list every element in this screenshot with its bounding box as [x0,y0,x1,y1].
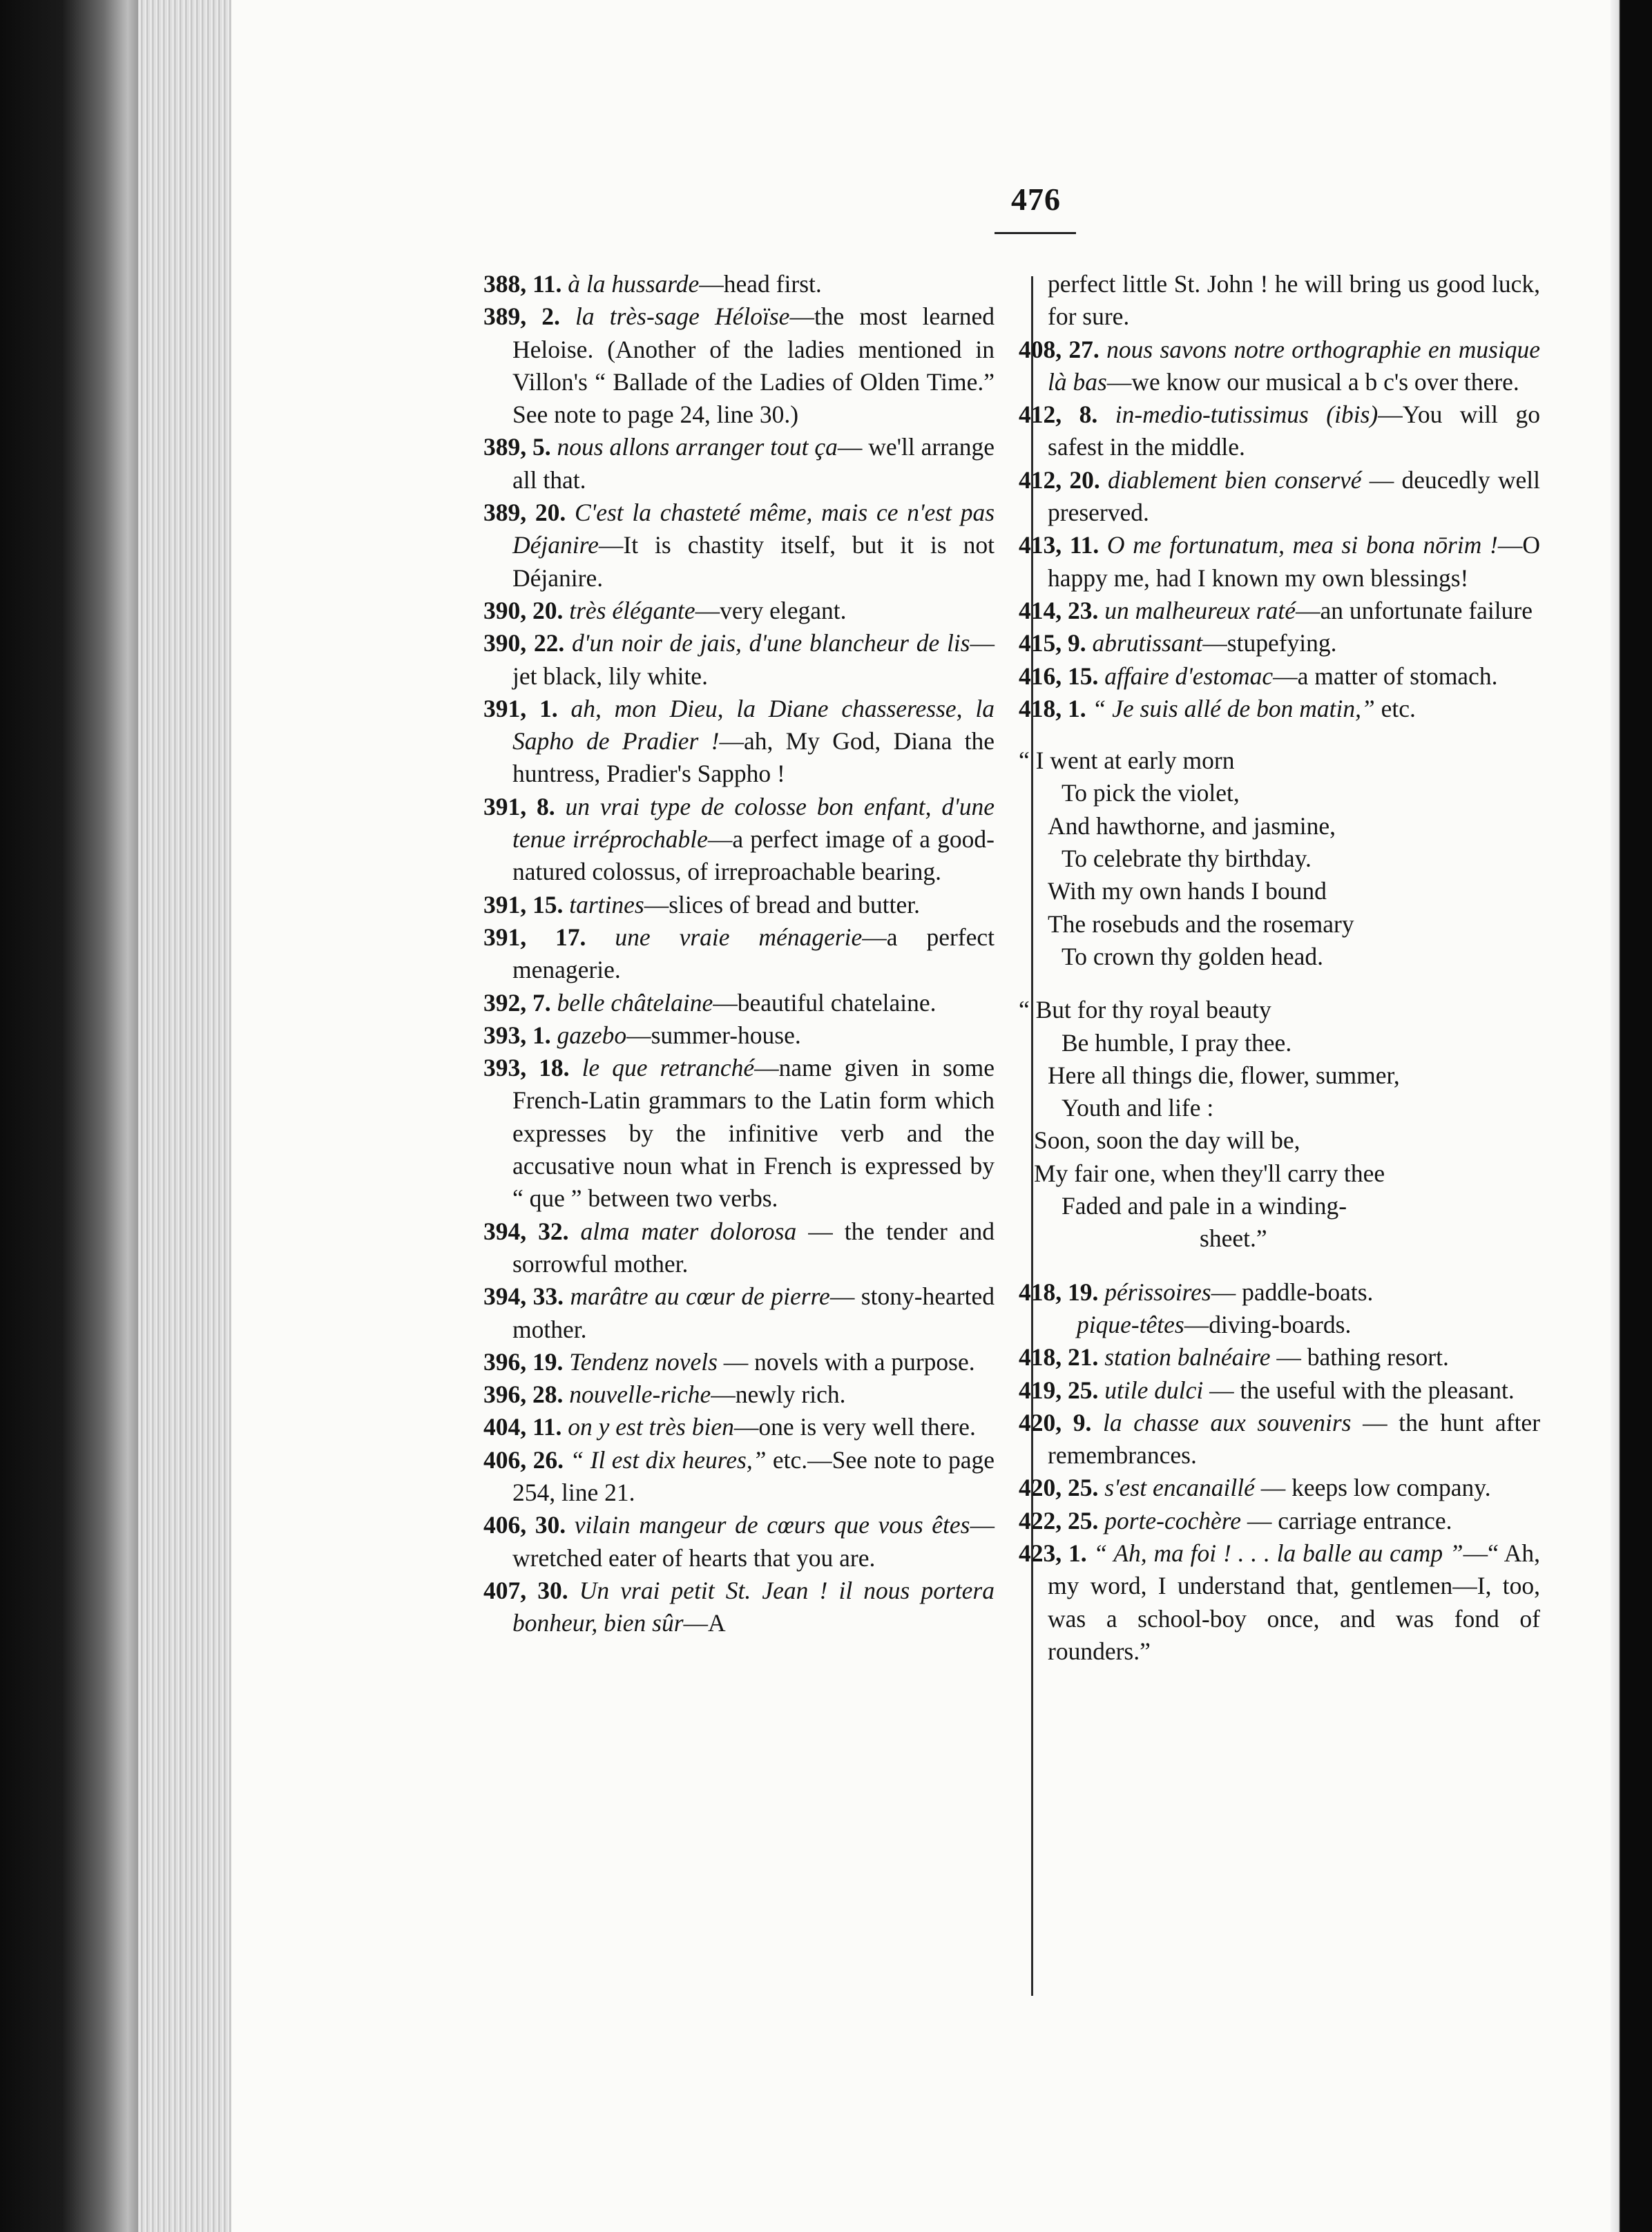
right-column-entries-a [1019,334,1540,726]
verse-line: Soon, soon the day will be, [1034,1126,1300,1155]
french-phrase: O me fortunatum, mea si bona nōrim ! [1106,531,1498,559]
note-entry [483,1411,995,1443]
note-reference: 390, 22. [483,629,565,657]
note-entry [1019,1537,1540,1668]
french-phrase: très élégante [569,596,695,624]
english-gloss: —wretched eater of hearts that you are. [512,1511,995,1572]
french-phrase: pique-têtes [1077,1310,1184,1338]
french-phrase: “ Il est dix heures,” [570,1445,767,1474]
verse-line: Here all things die, flower, summer, [1048,1061,1400,1089]
note-entry [483,1280,995,1346]
french-phrase: affaire d'estomac [1104,662,1274,690]
english-gloss: —jet black, lily white. [512,629,995,690]
french-phrase: gazebo [557,1021,627,1049]
note-reference: 407, 30. [483,1576,568,1604]
french-phrase: “ Je suis allé de bon matin,” [1092,694,1375,722]
french-phrase: C'est la chasteté même, mais ce n'est pas Déjanire [512,499,995,559]
note-entry [1019,464,1540,530]
french-phrase: périssoires [1104,1278,1211,1306]
note-reference: 391, 17. [483,923,586,951]
note-reference: 393, 18. [483,1054,570,1082]
note-entry [1019,1341,1540,1374]
french-phrase: ah, mon Dieu, la Diane chasseresse, la Sapho de Pradier ! [512,694,995,756]
note-reference: 390, 20. [483,596,564,624]
english-gloss: —name given in some French-Latin grammars to the Latin form which expresses by the infinitive verb and the accusative noun what in French is expressed by “ que ” between two verbs. [512,1054,995,1213]
note-entry [483,987,995,1019]
note-entry [1019,1374,1540,1407]
verse-line: To celebrate thy birthday. [1062,845,1312,873]
english-gloss: —the most learned Heloise. (Another of the ladies mentioned in Villon's “ Ballade of the Ladies of Olden Time.” See note to page 24, line 30.) [512,302,995,429]
french-phrase: la très-sage Héloïse [575,302,790,331]
note-entry [483,1215,995,1281]
note-entry [483,1509,995,1575]
english-gloss: — stony-hearted mother. [512,1282,995,1343]
note-entry [483,1575,995,1640]
note-reference: 420, 9. [1019,1408,1092,1436]
note-entry [1019,660,1540,693]
english-gloss: — novels with a purpose. [717,1347,975,1376]
note-reference: 423, 1. [1019,1539,1087,1567]
french-phrase: la chasse aux souvenirs [1103,1408,1352,1436]
french-phrase: abrutissant [1092,629,1203,657]
french-phrase: nouvelle-riche [569,1380,711,1409]
right-column-entries-b [1019,1276,1540,1668]
french-phrase: in-medio-tutissimus (ibis) [1115,401,1379,429]
english-gloss: —one is very well there. [733,1413,976,1441]
note-entry [483,693,995,791]
note-reference: 422, 25. [1019,1506,1099,1534]
english-gloss: —It is chastity itself, but it is not Déjanire. [512,531,995,592]
note-reference: 391, 1. [483,694,558,722]
french-phrase: alma mater dolorosa [580,1217,797,1245]
note-entry [483,627,995,693]
verse-line: Youth and life : [1062,1094,1214,1122]
note-reference: 415, 9. [1019,629,1086,657]
english-gloss: — paddle-boats. [1211,1278,1374,1306]
note-reference: 418, 1. [1019,694,1086,722]
note-entry [483,595,995,627]
french-phrase: station balnéaire [1104,1343,1271,1372]
note-reference: 419, 25. [1019,1376,1099,1404]
english-gloss: —we know our musical a b c's over there. [1106,367,1519,396]
english-gloss: — the hunt after remembrances. [1048,1408,1541,1470]
english-gloss: —stupefying. [1202,629,1337,657]
verse-line: My fair one, when they'll carry thee [1034,1159,1385,1187]
note-reference: 393, 1. [483,1021,551,1049]
note-entry [483,1019,995,1052]
note-reference: 394, 33. [483,1282,564,1311]
note-entry [483,889,995,921]
english-gloss: —very elegant. [695,596,847,624]
french-phrase: porte-cochère [1104,1506,1242,1534]
note-entry [483,1378,995,1411]
note-entry [483,1346,995,1378]
verse-stanza-1 [1019,744,1540,973]
verse-line: The rosebuds and the rosemary [1048,910,1354,938]
english-gloss: —“ Ah, my word, I understand that, gentlemen—I, too, was a school-boy once, and was fond of rounders.” [1048,1539,1541,1665]
verse-line: To crown thy golden head. [1062,942,1324,970]
english-gloss: —summer-house. [626,1021,801,1049]
note-entry [1019,627,1540,660]
french-phrase: diablement bien conservé [1108,465,1362,494]
note-entry [1019,398,1540,464]
note-entry [1019,529,1540,595]
english-gloss: —slices of bread and butter. [644,890,920,918]
note-reference: 406, 26. [483,1445,564,1474]
english-gloss: — we'll arrange all that. [512,433,995,494]
note-entry [1019,1505,1540,1537]
note-entry [1019,334,1540,399]
page-number-rule [995,232,1076,234]
english-gloss: — the useful with the pleasant. [1203,1376,1515,1404]
note-reference: 418, 19. [1019,1278,1099,1306]
left-column-entries [483,268,995,1639]
english-gloss: — deucedly well preserved. [1048,465,1541,527]
note-reference: 391, 15. [483,890,564,918]
verse-line: “ I went at early morn [1019,747,1235,775]
french-phrase: marâtre au cœur de pierre [570,1282,830,1311]
french-phrase: le que retranché [582,1054,755,1082]
english-gloss: —ah, My God, Diana the huntress, Pradier's Sappho ! [512,727,995,788]
english-gloss: —diving-boards. [1184,1310,1352,1338]
note-reference: 413, 11. [1019,531,1099,559]
french-phrase: un malheureux raté [1104,596,1296,624]
english-gloss: etc.—See note to page 254, line 21. [512,1445,995,1506]
french-phrase: vilain mangeur de cœurs que vous êtes [574,1511,970,1539]
verse-line: Faded and pale in a winding- [1062,1192,1347,1220]
note-reference: 412, 8. [1019,401,1098,429]
english-gloss: — bathing resort. [1270,1343,1449,1372]
note-entry [1019,1276,1540,1309]
note-entry [483,300,995,431]
note-entry [1019,1472,1540,1504]
english-gloss: —newly rich. [711,1380,846,1409]
english-gloss: —a perfect menagerie. [512,923,995,984]
english-gloss: —O happy me, had I known my own blessings! [1048,531,1541,592]
note-reference: 420, 25. [1019,1474,1099,1502]
english-gloss: —A [683,1609,726,1637]
note-entry [483,791,995,889]
english-gloss: —a matter of stomach. [1273,662,1498,690]
page-edges [138,0,231,2232]
left-column [483,268,995,1639]
french-phrase: on y est très bien [568,1413,734,1441]
english-gloss: — carriage entrance. [1241,1506,1452,1534]
note-reference: 392, 7. [483,988,551,1017]
note-entry [1019,1407,1540,1472]
verse-line: “ But for thy royal beauty [1019,996,1271,1024]
english-gloss: — keeps low company. [1254,1474,1491,1502]
french-phrase: nous allons arranger tout ça [557,433,838,461]
note-reference: 404, 11. [483,1413,562,1441]
continuation-text: perfect little St. John ! he will bring us good luck, for sure. [1048,270,1540,331]
note-reference: 388, 11. [483,270,562,298]
french-phrase: belle châtelaine [557,988,713,1017]
english-gloss: —You will go safest in the middle. [1048,401,1541,461]
note-reference: 396, 19. [483,1347,564,1376]
note-entry [1019,595,1540,627]
note-entry [483,268,995,300]
note-entry [1019,1309,1540,1341]
note-entry [483,431,995,497]
french-phrase: un vrai type de colosse bon enfant, d'une tenue irréprochable [512,792,995,854]
note-reference: 389, 2. [483,302,560,331]
english-gloss: —head first. [699,270,822,298]
french-phrase: à la hussarde [568,270,700,298]
french-phrase: une vraie ménagerie [615,923,863,951]
note-reference: 406, 30. [483,1511,566,1539]
french-phrase: nous savons notre orthographie en musique là bas [1048,335,1541,396]
french-phrase: “ Ah, ma foi ! . . . la balle au camp ” [1093,1539,1463,1567]
note-reference: 396, 28. [483,1380,564,1409]
verse-line: With my own hands I bound [1048,877,1327,905]
facing-page-edge [1611,0,1652,2232]
english-gloss: etc. [1374,694,1416,722]
note-entry [483,497,995,595]
page-number: 476 [1011,182,1061,217]
note-entry [483,921,995,987]
note-reference: 408, 27. [1019,335,1099,363]
french-phrase: utile dulci [1104,1376,1204,1404]
french-phrase: Un vrai petit St. Jean ! il nous portera bonheur, bien sûr [512,1576,995,1637]
french-phrase: Tendenz novels [569,1347,718,1376]
note-reference: 391, 8. [483,792,555,820]
note-reference: 389, 20. [483,499,566,527]
note-entry [1019,693,1540,725]
verse-line: sheet.” [1200,1224,1267,1253]
note-reference: 389, 5. [483,433,551,461]
verse-line: To pick the violet, [1062,779,1240,807]
english-gloss: —beautiful chatelaine. [713,988,937,1017]
french-phrase: tartines [569,890,644,918]
note-entry [483,1444,995,1510]
note-reference: 412, 20. [1019,465,1100,494]
verse-stanza-2 [1019,994,1540,1255]
note-reference: 414, 23. [1019,596,1099,624]
verse-line: Be humble, I pray thee. [1062,1028,1292,1057]
note-reference: 416, 15. [1019,662,1099,690]
note-reference: 394, 32. [483,1217,569,1245]
english-gloss: —an unfortunate failure [1295,596,1533,624]
french-phrase: d'un noir de jais, d'une blancheur de lis [572,629,970,657]
english-gloss: — the tender and sorrowful mother. [512,1217,995,1278]
english-gloss: —a perfect image of a good-natured colossus, of irreproachable bearing. [512,825,995,886]
book-spine [0,0,138,2232]
note-reference: 418, 21. [1019,1343,1099,1372]
verse-line: And hawthorne, and jasmine, [1048,811,1336,840]
right-column [1019,268,1540,1668]
french-phrase: s'est encanaillé [1104,1474,1255,1502]
note-entry [483,1052,995,1215]
